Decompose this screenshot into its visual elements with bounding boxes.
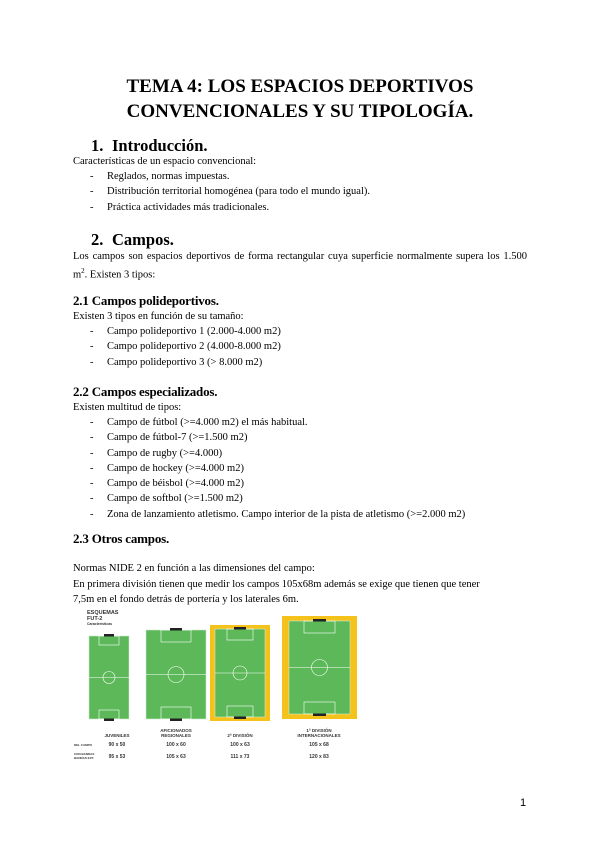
dimension-value: 95 x 53 (108, 754, 126, 760)
page-number: 1 (520, 797, 527, 809)
section-2-2-intro: Existen multitud de tipos: (73, 402, 182, 413)
section-2-3-p2: En primera división tienen que medir los campos 105x68m además se exige que tienen que tener (73, 579, 480, 590)
list-item: - Campo polideportivo 2 (4.000-8.000 m2) (90, 339, 281, 354)
figure-title-1: ESQUEMAS (87, 610, 119, 616)
section-1-list (90, 169, 370, 215)
list-item: - Campo de fútbol-7 (>=1.500 m2) (90, 430, 465, 445)
section-2-1-heading: 2.1 Campos polideportivos. (73, 293, 219, 308)
section-1-intro: Características de un espacio convencional: (73, 156, 257, 167)
field-segunda-division (210, 625, 270, 721)
column-label: JUVENILES (104, 733, 130, 738)
section-2-paragraph: Los campos son espacios deportivos de forma rectangular cuya superficie normalmente supera los 1.500 $m^2$. Existen 3 tipos: (73, 251, 527, 281)
section-2-1-intro: Existen 3 tipos en función de su tamaño: (73, 311, 244, 322)
football-fields-figure (73, 608, 363, 770)
list-item: - Campo de rugby (>=4.000) (90, 446, 465, 461)
dimension-value: 111 x 73 (230, 754, 250, 760)
list-item: - Distribución territorial homogénea (para todo el mundo igual). (90, 184, 370, 199)
section-2-3-p3: 7,5m en el fondo detrás de portería y los laterales 6m. (73, 594, 299, 605)
document-page: TEMA 4: LOS ESPACIOS DEPORTIVOS CONVENCIONALES Y SU TIPOLOGÍA. 1. Introducción. Características de un espacio convencional: - Reglados, normas impuestas. - Distribución territorial homogénea (para todo el mundo igual). - Práctica actividades más tradicionales. 2. Campos. Los campos son espacios deportivos de forma rectangular cuya superficie normalmente supera los 1.500 $m^2$. Existen 3 tipos: 2.1 Campos polideportivos. Existen 3 tipos en función de su tamaño: - Campo polideportivo 1 (2.000-4.000 m2) - Campo polideportivo 2 (4.000-8.000 m2) - Campo polideportivo 3 (> 8.000 m2) 2.2 Campos especializados. Existen multitud de tipos: - Campo de fútbol (>=4.000 m2) el más habitual. - Campo de fútbol-7 (>=1.500 m2) - Campo de rugby (>=4.000) - Campo de hockey (>=4.000 m2) - Campo de béisbol (>=4.000 m2) - Campo de softbol (>=1.500 m2) - Zona de lanzamiento atletismo. Campo interior de la pista de atletismo (>=2.000 m2) 2.3 Otros campos. Normas NIDE 2 en función a las dimensiones del campo: En primera división tienen que medir los campos 105x68m además se exige que tienen que tener 7,5m en el fondo detrás de portería y los laterales 6m. ESQUEMAS FUT-2 Características JUVENILES AFICIONADOS REGIONALES 2ª DIVISIÓN 1ª DIVISIÓN INTERNACIONALES DEL CAMPO CON BANDAS BANDAS EXT. 90 x 50 100 x 60 100 x 63 105 x 68 95 x 53 105 x 63 111 x 73 120 x 83 1 (0, 0, 600, 848)
list-item: - Zona de lanzamiento atletismo. Campo interior de la pista de atletismo (>=2.000 m2) (90, 507, 465, 522)
column-label: AFICIONADOS (160, 728, 192, 733)
list-item: - Campo de béisbol (>=4.000 m2) (90, 476, 465, 491)
dimension-value: 105 x 68 (309, 742, 329, 748)
section-2-2-list (90, 415, 465, 522)
column-label: INTERNACIONALES (297, 733, 341, 738)
row-label-min: DEL CAMPO (74, 743, 92, 747)
list-item: - Campo polideportivo 1 (2.000-4.000 m2) (90, 324, 281, 339)
section-2-3-p1: Normas NIDE 2 en función a las dimensiones del campo: (73, 563, 315, 574)
list-item: - Práctica actividades más tradicionales. (90, 200, 370, 215)
section-2-1-list (90, 324, 281, 370)
dimension-value: 100 x 63 (230, 742, 250, 748)
list-item: - Campo de softbol (>=1.500 m2) (90, 491, 465, 506)
column-label: REGIONALES (161, 733, 191, 738)
section-2-2-heading: 2.2 Campos especializados. (73, 384, 218, 399)
dimension-value: 90 x 50 (108, 742, 126, 748)
section-2-3-heading: 2.3 Otros campos. (73, 531, 170, 546)
list-item: - Campo polideportivo 3 (> 8.000 m2) (90, 355, 281, 370)
dimension-value: 100 x 60 (166, 742, 186, 748)
field-primera-division (282, 616, 357, 719)
list-item: - Campo de hockey (>=4.000 m2) (90, 461, 465, 476)
list-item: - Reglados, normas impuestas. (90, 169, 370, 184)
field-aficionados (146, 628, 206, 721)
dimension-value: 120 x 83 (309, 754, 329, 760)
figure-title-3: Características (87, 622, 113, 626)
column-label: 1ª DIVISIÓN (306, 728, 332, 733)
column-label: 2ª DIVISIÓN (227, 733, 253, 738)
row-label-max-2: BANDAS EXT. (74, 756, 95, 760)
field-juveniles (89, 634, 129, 721)
list-item: - Campo de fútbol (>=4.000 m2) el más habitual. (90, 415, 465, 430)
row-label-max-1: CON BANDAS (74, 752, 95, 756)
figure-title-2: FUT-2 (87, 616, 103, 622)
document-title: TEMA 4: LOS ESPACIOS DEPORTIVOS CONVENCIONALES Y SU TIPOLOGÍA. (126, 76, 474, 122)
dimension-value: 105 x 63 (166, 754, 186, 760)
